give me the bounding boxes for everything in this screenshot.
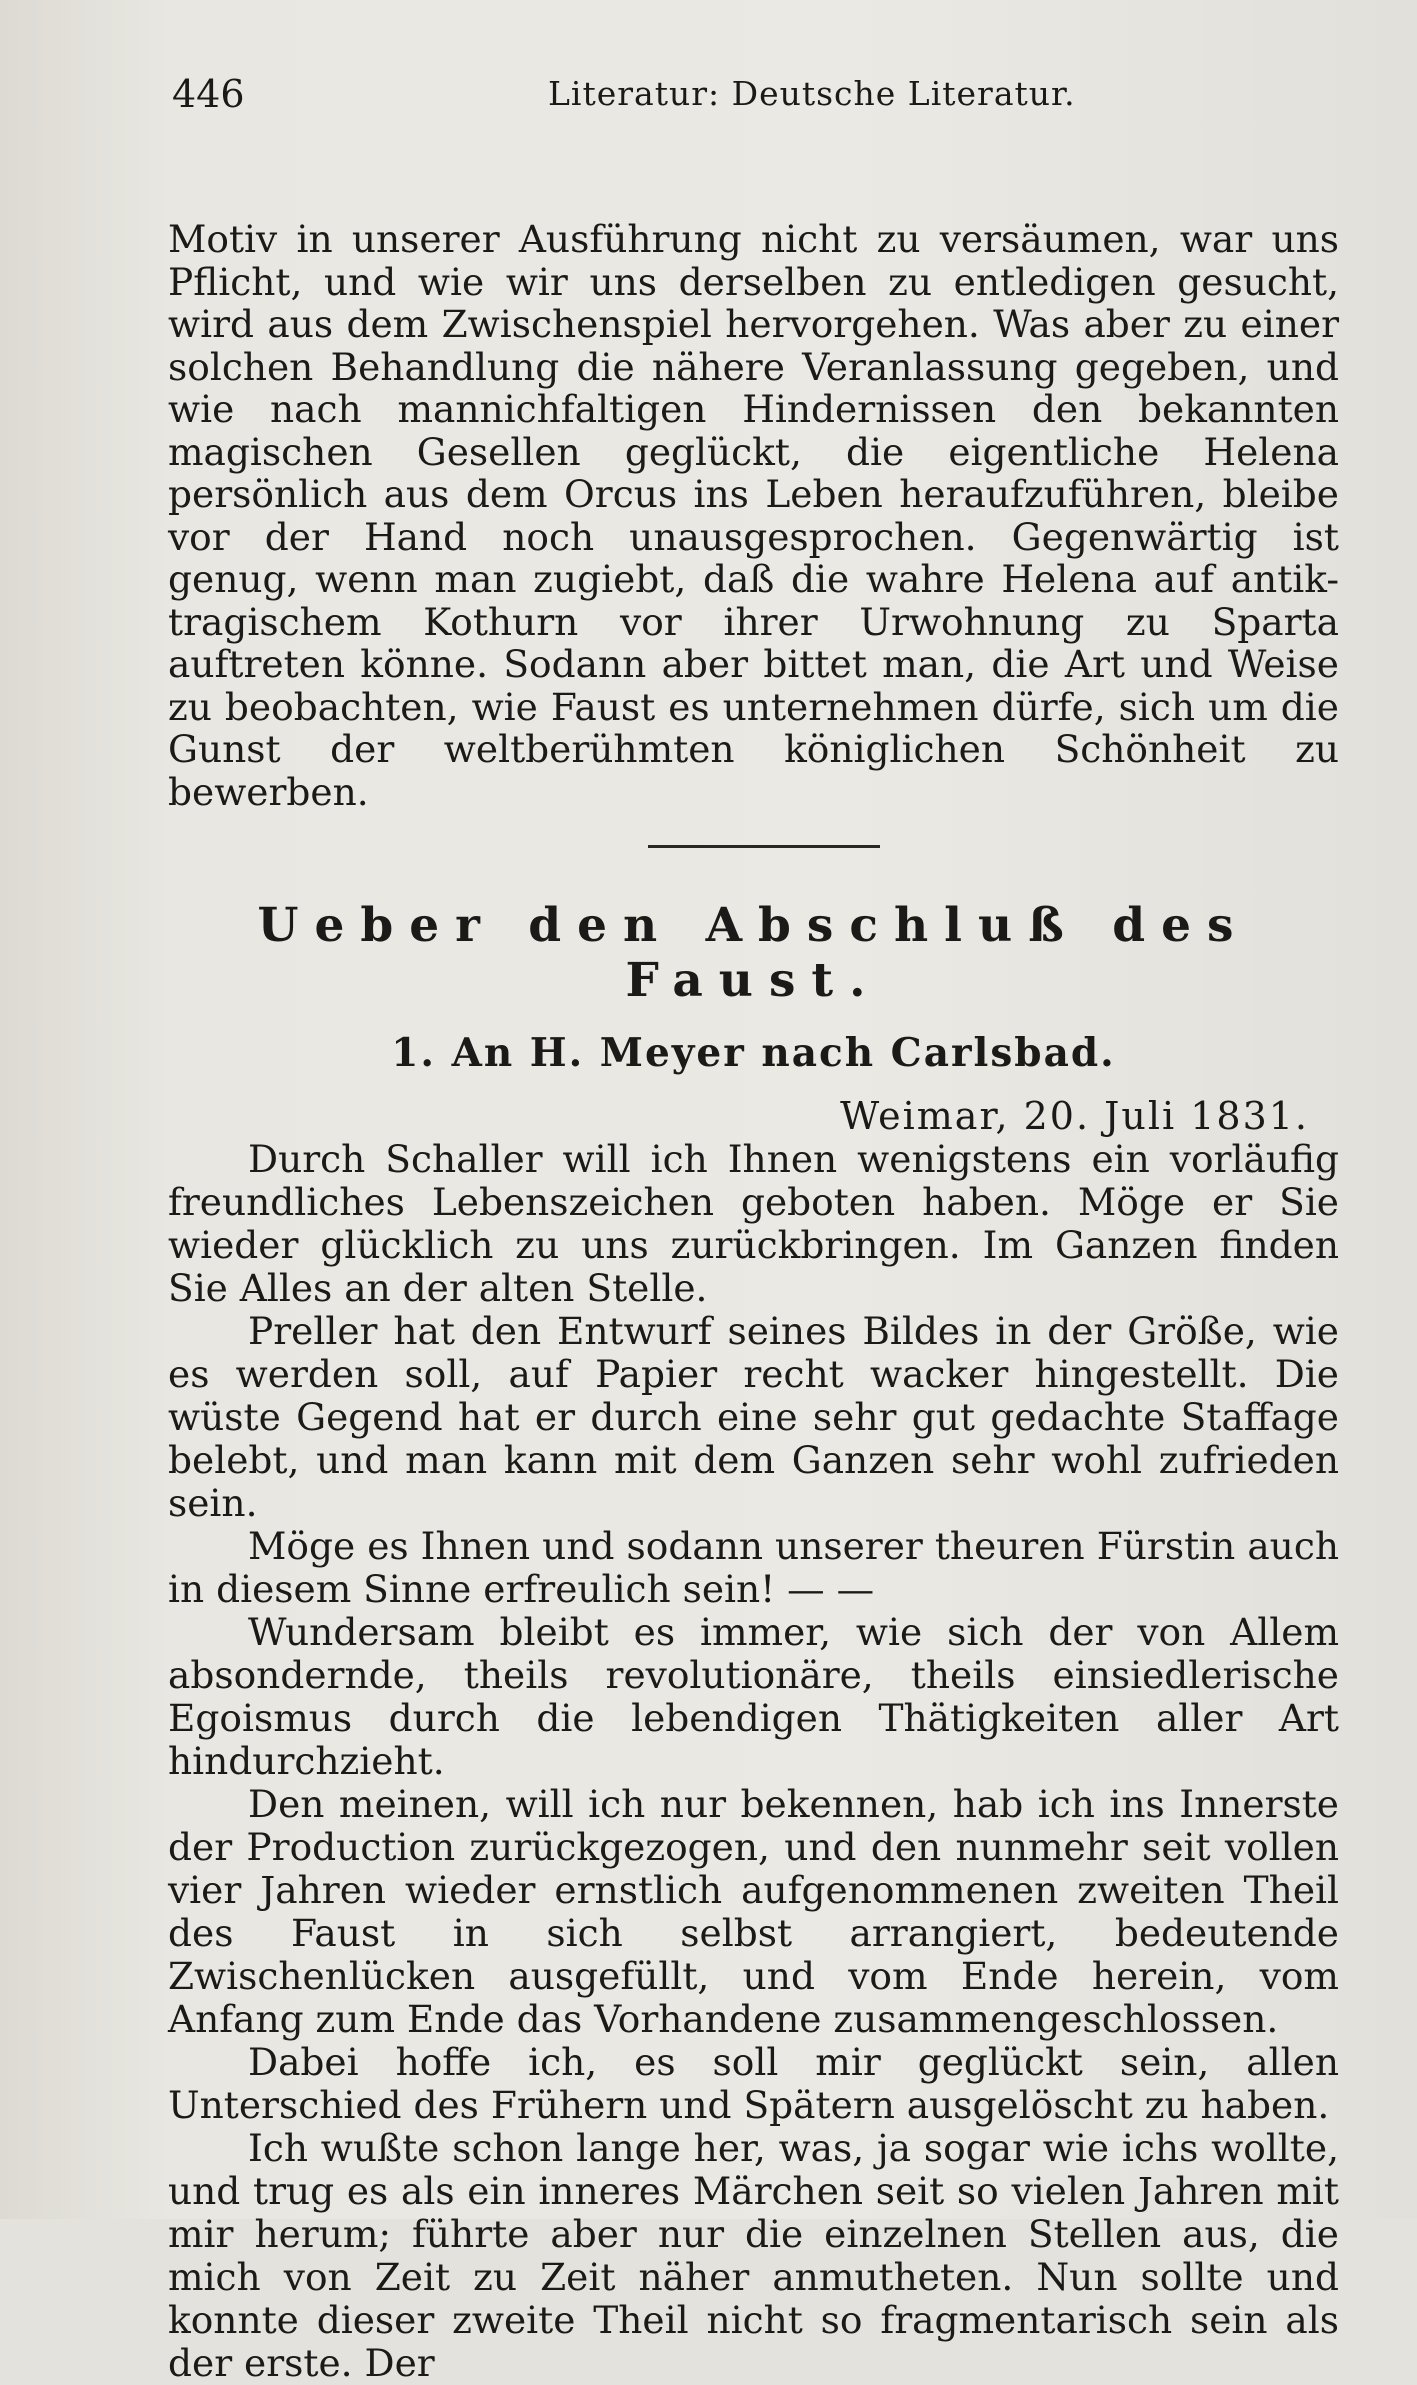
paragraph: Preller hat den Entwurf seines Bildes in der Größe, wie es werden soll, auf Papier recht wacker hingestellt. Die wüste Gegend hat er durch eine sehr gut gedachte Staffage belebt, und man kann mit dem Ganzen sehr wohl zufrieden sein.: [168, 1309, 1339, 1525]
paragraph: Den meinen, will ich nur bekennen, hab ich ins Innerste der Production zurückgezogen, und den nunmehr seit vollen vier Jahren wieder ernstlich aufgenommenen zweiten Theil des Faust in sich selbst arrangiert, bedeutende Zwischenlücken ausgefüllt, und vom Ende herein, vom Anfang zum Ende das Vorhandene zusammengeschlossen.: [168, 1782, 1339, 2041]
paragraph: Dabei hoffe ich, es soll mir geglückt sein, allen Unterschied des Frühern und Spätern ausgelöscht zu haben.: [168, 2040, 1339, 2127]
section-title: Ueber den Abschluß des Faust.: [257, 898, 1250, 1008]
running-title: Literatur: Deutsche Literatur.: [548, 74, 1076, 113]
letter-body: [168, 1138, 1339, 2385]
running-head: [168, 58, 1339, 128]
letter-heading: 1. An H. Meyer nach Carlsbad.: [391, 1030, 1116, 1076]
dateline: Weimar, 20. Juli 1831.: [840, 1094, 1309, 1138]
paragraph: Durch Schaller will ich Ihnen wenigstens ein vorläufig freundliches Lebenszeichen geboten haben. Möge er Sie wieder glücklich zu uns zurückbringen. Im Ganzen finden Sie Alles an der alten Stelle.: [168, 1137, 1339, 1310]
intro-paragraph: Motiv in unserer Ausführung nicht zu versäumen, war uns Pflicht, und wie wir uns derselben zu entledigen gesucht, wird aus dem Zwischenspiel hervorgehen. Was aber zu einer solchen Behandlung die nähere Veranlassung gegeben, und wie nach mannichfaltigen Hindernissen den bekannten magischen Gesellen geglückt, die eigentliche Helena persönlich aus dem Orcus ins Leben heraufzuführen, bleibe vor der Hand noch unausgesprochen. Gegenwärtig ist genug, wenn man zugiebt, daß die wahre Helena auf antik-tragischem Kothurn vor ihrer Urwohnung zu Sparta auftreten könne. Sodann aber bittet man, die Art und Weise zu beobachten, wie Faust es unternehmen dürfe, sich um die Gunst der weltberühmten königlichen Schönheit zu bewerben.: [168, 217, 1339, 814]
paragraph: Ich wußte schon lange her, was, ja sogar wie ichs wollte, und trug es als ein inneres Märchen seit so vielen Jahren mit mir herum; führte aber nur die einzelnen Stellen aus, die mich von Zeit zu Zeit näher anmutheten. Nun sollte und konnte dieser zweite Theil nicht so fragmentarisch sein als der erste. Der: [168, 2126, 1339, 2385]
page-number: 446: [172, 72, 245, 116]
section-divider: [648, 845, 880, 848]
paragraph: Wundersam bleibt es immer, wie sich der von Allem absondernde, theils revolutionäre, theils einsiedlerische Egoismus durch die lebendigen Thätigkeiten aller Art hindurchzieht.: [168, 1610, 1339, 1783]
paragraph: Möge es Ihnen und sodann unserer theuren Fürstin auch in diesem Sinne erfreulich sein! — —: [168, 1524, 1339, 1611]
